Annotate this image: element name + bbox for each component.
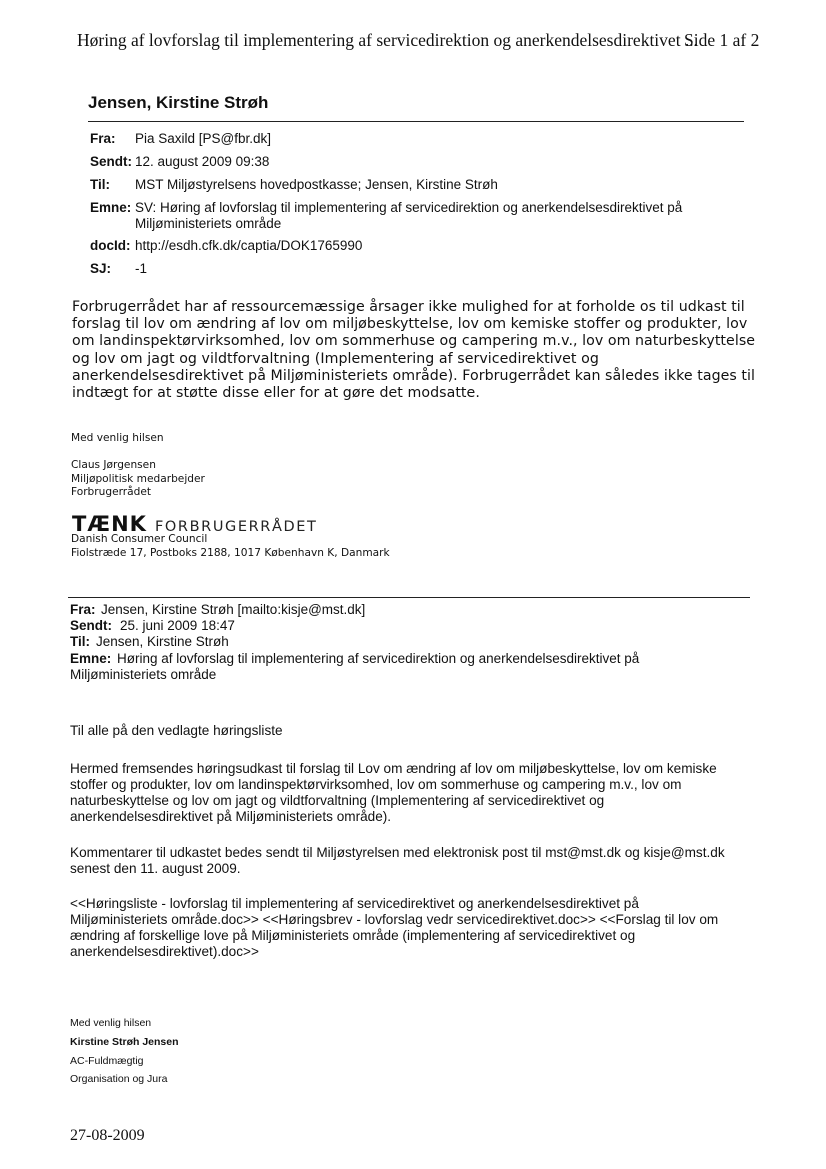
fwd-to-label: Til: [70, 634, 90, 649]
signature-name: Claus Jørgensen [71, 459, 156, 471]
fwd-sent-value: 25. juni 2009 18:47 [120, 618, 235, 633]
reply-line: forslag til lov om ændring af lov om miljøbeskyttelse, lov om kemiske stoffer og produkter, lov [72, 316, 748, 332]
page-number: Side 1 af 2 [684, 30, 760, 50]
fwd-sent-label: Sendt: [70, 618, 112, 633]
fwd-subject-line-2: Miljøministeriets område [70, 667, 217, 682]
to-label: Til: [90, 177, 110, 192]
from-value: Pia Saxild [PS@fbr.dk] [135, 131, 272, 146]
sent-label: Sendt: [90, 154, 132, 169]
print-date: 27-08-2009 [70, 1127, 145, 1144]
orig-signature-greeting: Med venlig hilsen [70, 1017, 152, 1029]
reply-line: anerkendelsesdirektivet på Miljøministeriets område). Forbrugerrådet kan således ikke tages til [72, 368, 755, 384]
message-line: Hermed fremsendes høringsudkast til forslag til Lov om ændring af lov om miljøbeskyttelse, lov om kemiske [70, 761, 717, 776]
reply-line: Forbrugerrådet har af ressourcemæssige årsager ikke mulighed for at forholde os til udkast til [72, 299, 745, 315]
signature-org-english: Danish Consumer Council [71, 533, 208, 545]
sent-value: 12. august 2009 09:38 [135, 154, 270, 169]
subject-line-2: Miljøministeriets område [135, 216, 282, 231]
logo-mark: TÆNK [72, 512, 147, 536]
message-line: anerkendelsesdirektivet på Miljøministeriets område). [70, 809, 392, 824]
signature-greeting: Med venlig hilsen [71, 432, 164, 444]
message-line: naturbeskyttelse og lov om jagt og vildtforvaltning (Implementering af servicedirektivet og [70, 793, 605, 808]
docid-label: docId: [90, 238, 131, 253]
docid-value: http://esdh.cfk.dk/captia/DOK1765990 [135, 238, 363, 253]
fwd-subject-line-1: Høring af lovforslag til implementering af servicedirektion og anerkendelsesdirektivet på [117, 651, 640, 666]
message-line: Kommentarer til udkastet bedes sendt til Miljøstyrelsen med elektronisk post til mst@mst.dk og kisje@mst.dk [70, 845, 725, 860]
fwd-subject-label: Emne: [70, 651, 112, 666]
attachment-line: Miljøministeriets område.doc>> <<Høringsbrev - lovforslag vedr servicedirektivet.doc>> <<Forslag til lov om [70, 912, 719, 927]
signature-address: Fiolstræde 17, Postboks 2188, 1017 København K, Danmark [71, 547, 390, 559]
attachment-line: anerkendelsesdirektivet).doc>> [70, 944, 259, 959]
message-salutation: Til alle på den vedlagte høringsliste [70, 723, 283, 738]
mailbox-owner: Jensen, Kirstine Strøh [88, 93, 269, 112]
fwd-from-label: Fra: [70, 602, 96, 617]
header-divider [88, 121, 744, 122]
orig-signature-name: Kirstine Strøh Jensen [70, 1036, 179, 1048]
sj-value: -1 [135, 261, 148, 276]
from-label: Fra: [90, 131, 116, 146]
reply-line: indtægt for at støtte disse eller for at gøre det modsatte. [72, 385, 480, 401]
message-line: stoffer og produkter, lov om landinspektørvirksomhed, lov om sommerhuse og campering m.v., lov om [70, 777, 682, 792]
sj-label: SJ: [90, 261, 112, 276]
print-header-title: Høring af lovforslag til implementering af servicedirektion og anerkendelsesdirektivet ... [77, 30, 699, 50]
attachment-line: ændring af forskellige love på Miljøministeriets område (implementering af servicedirektivet og [70, 928, 636, 943]
signature-title: Miljøpolitisk medarbejder [71, 473, 205, 485]
orig-signature-department: Organisation og Jura [70, 1073, 168, 1085]
logo-wordmark: FORBRUGERRÅDET [154, 519, 318, 535]
subject-line-1: SV: Høring af lovforslag til implementering af servicedirektion og anerkendelsesdirektivet på [135, 200, 683, 215]
attachment-line: <<Høringsliste - lovforslag til implementering af servicedirektivet og anerkendelsesdirektivet på [70, 896, 639, 911]
reply-line: om landinspektørvirksomhed, lov om sommerhuse og campering m.v., lov om naturbeskyttelse [72, 333, 756, 349]
to-value: MST Miljøstyrelsens hovedpostkasse; Jensen, Kirstine Strøh [135, 177, 498, 192]
forward-divider [68, 597, 750, 598]
fwd-to-value: Jensen, Kirstine Strøh [96, 634, 229, 649]
orig-signature-title: AC-Fuldmægtig [70, 1055, 144, 1067]
message-line: senest den 11. august 2009. [70, 861, 241, 876]
fwd-from-value: Jensen, Kirstine Strøh [mailto:kisje@mst.dk] [101, 602, 366, 617]
subject-label: Emne: [90, 200, 132, 215]
reply-line: og lov om jagt og vildtforvaltning (Implementering af servicedirektivet og [72, 351, 599, 367]
signature-org: Forbrugerrådet [71, 486, 152, 498]
